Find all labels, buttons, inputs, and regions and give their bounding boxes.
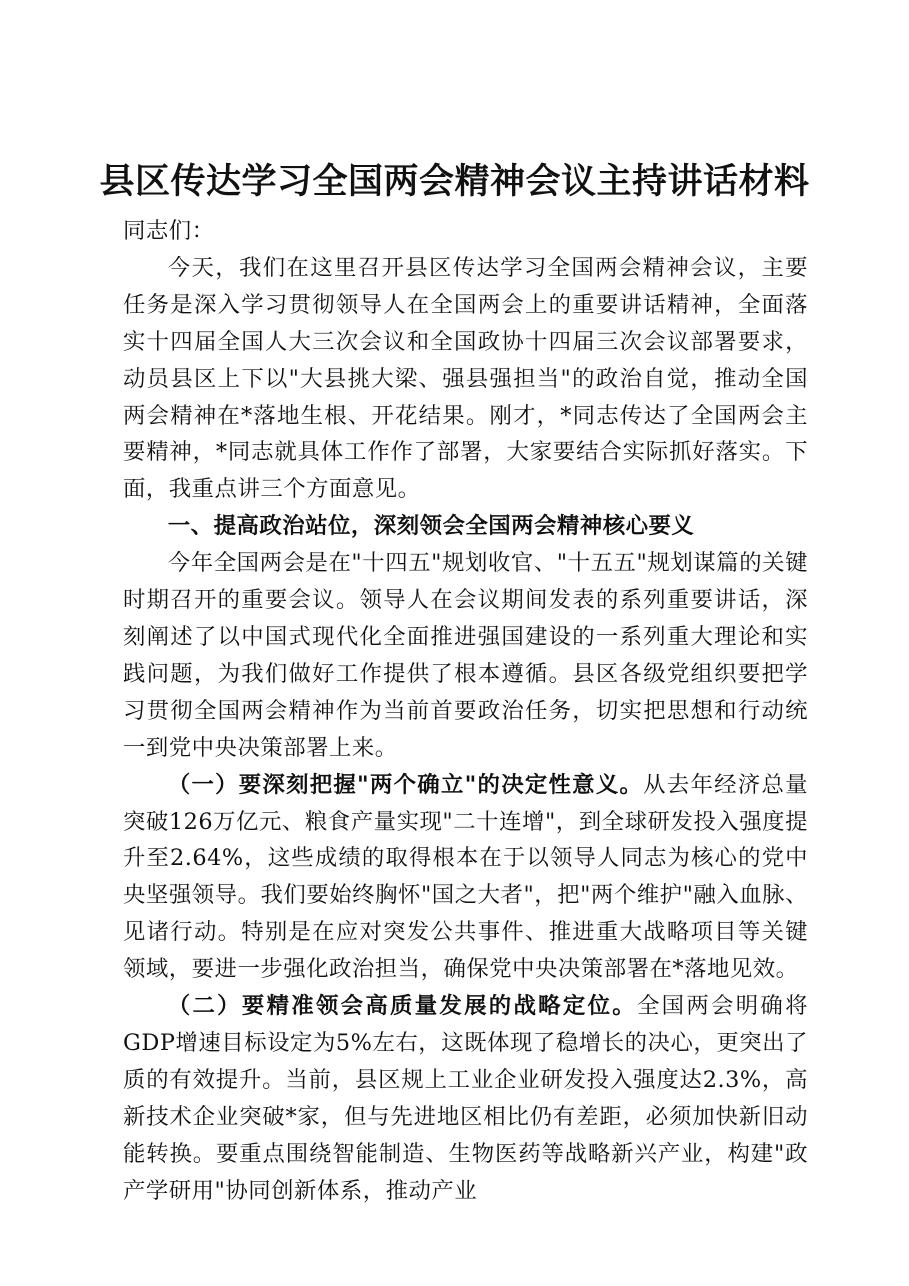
section-heading: 一、提高政治站位，深刻领会全国两会精神核心要义 bbox=[167, 513, 695, 540]
subsection-lead: （二）要精准领会高质量发展的战略定位。 bbox=[167, 993, 637, 1020]
subsection-paragraph bbox=[123, 988, 808, 1209]
subsection-text: 全国两会明确将GDP增速目标设定为5%左右，这既体现了稳增长的决心，更突出了质的有效提升。当前，县区规上工业企业研发投入强度达2.3%，高新技术企业突破*家，但与先进地区相比仍有差距，必须加快新旧动能转换。要重点围绕智能制造、生物医药等战略新兴产业，构建"政产学研用"协同创新体系，推动产业 bbox=[123, 993, 809, 1204]
document-title: 县区传达学习全国两会精神会议主持讲话材料 bbox=[99, 161, 810, 202]
subsection-lead: （一）要深刻把握"两个确立"的决定性意义。 bbox=[167, 771, 644, 798]
salutation: 同志们： bbox=[123, 218, 215, 244]
intro-paragraph: 今天，我们在这里召开县区传达学习全国两会精神会议，主要任务是深入学习贯彻领导人在全国两会上的重要讲话精神，全面落实十四届全国人大三次会议和全国政协十四届三次会议部署要求，动员县区上下以"大县挑大梁、强县强担当"的政治自觉，推动全国两会精神在*落地生根、开花结果。刚才，*同志传达了全国两会主要精神，*同志就具体工作作了部署，大家要结合实际抓好落实。下面，我重点讲三个方面意见。 bbox=[123, 254, 808, 503]
subsection-paragraph bbox=[123, 767, 808, 988]
subsection-text: 从去年经济总量突破126万亿元、粮食产量实现"二十连增"，到全球研发投入强度提升至2.64%，这些成绩的取得根本在于以领导人同志为核心的党中央坚强领导。我们要始终胸怀"国之大者"，把"两个维护"融入血脉、见诸行动。特别是在应对突发公共事件、推进重大战略项目等关键领域，要进一步强化政治担当，确保党中央决策部署在*落地见效。 bbox=[123, 771, 808, 983]
document-body bbox=[123, 213, 808, 1209]
section-paragraph: 今年全国两会是在"十四五"规划收官、"十五五"规划谋篇的关键时期召开的重要会议。领导人在会议期间发表的系列重要讲话，深刻阐述了以中国式现代化全面推进强国建设的一系列重大理论和实践问题，为我们做好工作提供了根本遵循。县区各级党组织要把学习贯彻全国两会精神作为当前首要政治任务，切实把思想和行动统一到党中央决策部署上来。 bbox=[123, 550, 808, 761]
